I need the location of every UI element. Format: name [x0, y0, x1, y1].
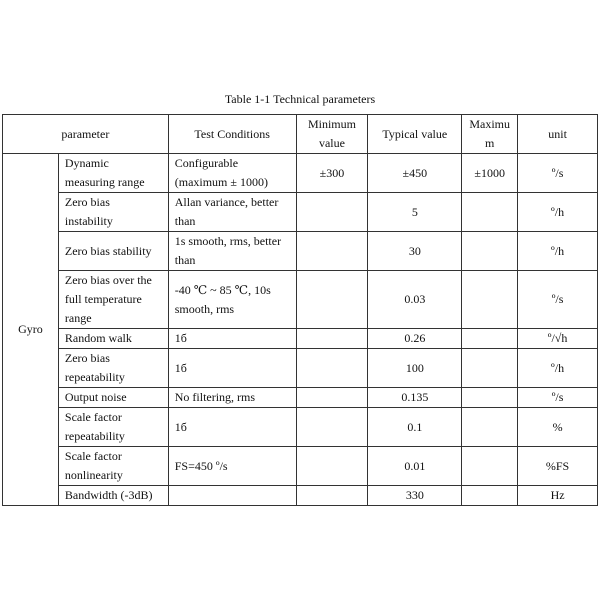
maximum-value-cell	[462, 193, 518, 232]
table-row	[3, 193, 598, 232]
unit-cell: º/s	[518, 388, 598, 408]
typical-value-cell: 330	[368, 486, 462, 506]
typical-value-cell: ±450	[368, 154, 462, 193]
table-header-row	[3, 115, 598, 154]
unit-cell: º/h	[518, 193, 598, 232]
test-condition-cell: 1б	[168, 349, 296, 388]
minimum-value-cell	[296, 486, 368, 506]
table-row	[3, 349, 598, 388]
table-row	[3, 408, 598, 447]
typical-value-cell: 0.03	[368, 271, 462, 329]
table-row	[3, 388, 598, 408]
typical-value-cell: 0.135	[368, 388, 462, 408]
maximum-value-cell: ±1000	[462, 154, 518, 193]
unit-cell: º/s	[518, 271, 598, 329]
unit-cell: %	[518, 408, 598, 447]
table-row	[3, 154, 598, 193]
header-typical-value: Typical value	[368, 115, 462, 154]
maximum-value-cell	[462, 329, 518, 349]
maximum-value-cell	[462, 408, 518, 447]
minimum-value-cell	[296, 388, 368, 408]
minimum-value-cell	[296, 193, 368, 232]
header-minimum-value: Minimum value	[296, 115, 368, 154]
parameter-cell: Random walk	[58, 329, 168, 349]
table-row	[3, 447, 598, 486]
table-row	[3, 271, 598, 329]
unit-cell: Hz	[518, 486, 598, 506]
minimum-value-cell	[296, 447, 368, 486]
table-row	[3, 232, 598, 271]
unit-cell: º/√h	[518, 329, 598, 349]
unit-cell: º/h	[518, 232, 598, 271]
maximum-value-cell	[462, 232, 518, 271]
parameter-cell: Zero bias repeatability	[58, 349, 168, 388]
parameter-cell: Output noise	[58, 388, 168, 408]
parameter-cell: Zero bias over the full temperature range	[58, 271, 168, 329]
test-condition-cell: No filtering, rms	[168, 388, 296, 408]
header-parameter: parameter	[3, 115, 169, 154]
unit-cell: %FS	[518, 447, 598, 486]
unit-cell: º/s	[518, 154, 598, 193]
table-row	[3, 329, 598, 349]
parameter-cell: Zero bias instability	[58, 193, 168, 232]
parameter-cell: Bandwidth (-3dB)	[58, 486, 168, 506]
minimum-value-cell	[296, 271, 368, 329]
header-maximum-value: Maximu m	[462, 115, 518, 154]
maximum-value-cell	[462, 271, 518, 329]
maximum-value-cell	[462, 388, 518, 408]
test-condition-cell	[168, 486, 296, 506]
minimum-value-cell	[296, 349, 368, 388]
maximum-value-cell	[462, 349, 518, 388]
test-condition-cell: -40 ℃ ~ 85 ℃, 10s smooth, rms	[168, 271, 296, 329]
minimum-value-cell	[296, 408, 368, 447]
test-condition-cell: Allan variance, better than	[168, 193, 296, 232]
maximum-value-cell	[462, 447, 518, 486]
typical-value-cell: 0.01	[368, 447, 462, 486]
typical-value-cell: 100	[368, 349, 462, 388]
header-unit: unit	[518, 115, 598, 154]
unit-cell: º/h	[518, 349, 598, 388]
typical-value-cell: 0.1	[368, 408, 462, 447]
test-condition-cell: 1б	[168, 408, 296, 447]
table-caption: Table 1-1 Technical parameters	[224, 92, 376, 106]
technical-parameters-table	[2, 114, 598, 506]
maximum-value-cell	[462, 486, 518, 506]
parameter-cell: Scale factor repeatability	[58, 408, 168, 447]
parameter-cell: Dynamic measuring range	[58, 154, 168, 193]
minimum-value-cell	[296, 232, 368, 271]
typical-value-cell: 30	[368, 232, 462, 271]
minimum-value-cell	[296, 329, 368, 349]
test-condition-cell: FS=450 º/s	[168, 447, 296, 486]
parameter-cell: Scale factor nonlinearity	[58, 447, 168, 486]
test-condition-cell: 1б	[168, 329, 296, 349]
test-condition-cell: Configurable (maximum ± 1000)	[168, 154, 296, 193]
table-row	[3, 486, 598, 506]
typical-value-cell: 0.26	[368, 329, 462, 349]
test-condition-cell: 1s smooth, rms, better than	[168, 232, 296, 271]
typical-value-cell: 5	[368, 193, 462, 232]
header-test-conditions: Test Conditions	[168, 115, 296, 154]
parameter-cell: Zero bias stability	[58, 232, 168, 271]
minimum-value-cell: ±300	[296, 154, 368, 193]
group-label-gyro: Gyro	[3, 154, 59, 506]
